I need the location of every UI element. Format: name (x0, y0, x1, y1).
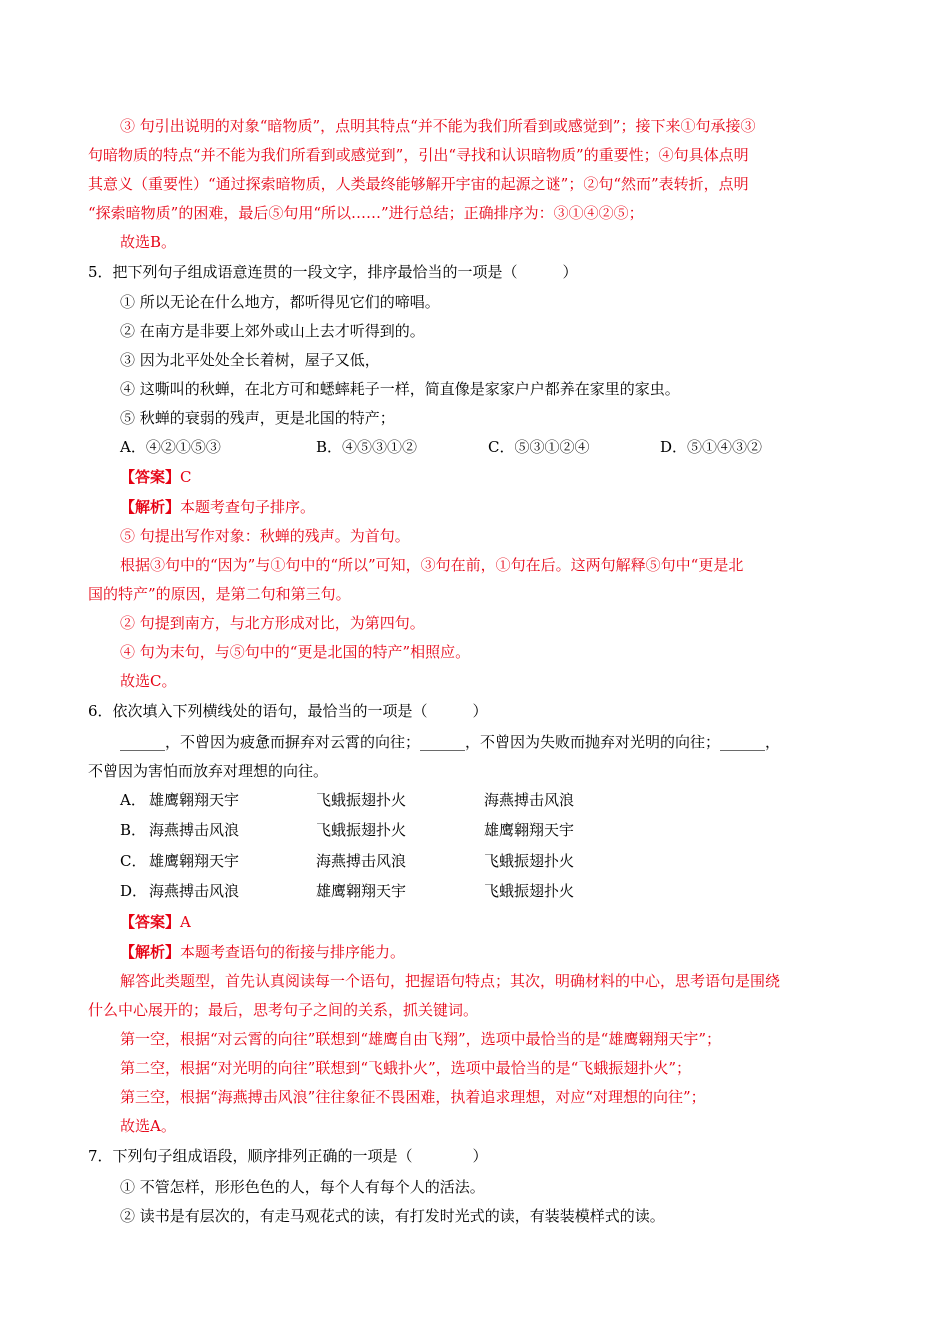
q5-sentence: ① 所以无论在什么地方，都听得见它们的啼唱。 (120, 293, 440, 311)
analysis-tag: 【解析】 (120, 498, 181, 516)
option-item: 海燕搏击风浪 (484, 791, 575, 809)
analysis-conclusion: 故选A。 (120, 1117, 176, 1135)
q7-sentence: ② 读书是有层次的，有走马观花式的读，有打发时光式的读，有装装模样式的读。 (120, 1207, 665, 1225)
option-label: B． (120, 821, 147, 839)
option-item: 海燕搏击风浪 (149, 821, 240, 839)
q6-passage: ______，不曾因为疲惫而摒弃对云霄的向往；______，不曾因为失败而抛弃对光明的向往；______， (120, 733, 781, 751)
analysis-line: ⑤ 句提出写作对象：秋蝉的残声。为首句。 (120, 527, 410, 545)
option-label: C． (120, 852, 147, 870)
analysis-line: 解答此类题型，首先认真阅读每一个语句，把握语句特点；其次，明确材料的中心，思考语句是围绕 (120, 972, 781, 990)
option-item: 飞蛾振翅扑火 (316, 791, 407, 809)
analysis-line: 根据③句中的“因为”与①句中的“所以”可知，③句在前，①句在后。这两句解释⑤句中“更是北 (120, 556, 744, 574)
option-item: 飞蛾振翅扑火 (484, 852, 575, 870)
answer-tag: 【答案】 (120, 913, 181, 931)
option-item: 雄鹰翱翔天宇 (484, 821, 575, 839)
option-item: 雄鹰翱翔天宇 (149, 791, 240, 809)
analysis-line: “探索暗物质”的困难，最后⑤句用“所以……”进行总结；正确排序为：③①④②⑤； (88, 204, 644, 222)
analysis-line: 第二空，根据“对光明的向往”联想到“飞蛾扑火”，选项中最恰当的是“飞蛾振翅扑火”； (120, 1059, 692, 1077)
q5-sentence: ② 在南方是非要上郊外或山上去才听得到的。 (120, 322, 425, 340)
answer-value: A (180, 913, 191, 931)
analysis-line: 国的特产”的原因，是第二句和第三句。 (88, 585, 351, 603)
analysis-tag: 【解析】 (120, 943, 181, 961)
q5-option-a: A．④②①⑤③ (120, 438, 221, 456)
answer-value: C (180, 468, 192, 486)
option-label: D． (120, 882, 148, 900)
option-item: 飞蛾振翅扑火 (484, 882, 575, 900)
analysis-line: ④ 句为末句，与⑤句中的“更是北国的特产”相照应。 (120, 643, 471, 661)
option-item: 海燕搏击风浪 (149, 882, 240, 900)
question-6-stem: 6．依次填入下列横线处的语句，最恰当的一项是（ ） (88, 702, 488, 720)
analysis-line: 什么中心展开的；最后，思考句子之间的关系，抓关键词。 (88, 1001, 479, 1019)
q5-sentence: ③ 因为北平处处全长着树，屋子又低， (120, 351, 380, 369)
analysis-text: 本题考查语句的衔接与排序能力。 (180, 943, 406, 961)
analysis-line: 其意义（重要性）“通过探索暗物质，人类最终能够解开宇宙的起源之谜”；②句“然而”表转折，点明 (88, 175, 749, 193)
analysis-text: 本题考查句子排序。 (180, 498, 316, 516)
question-7-stem: 7．下列句子组成语段，顺序排列正确的一项是（ ） (88, 1147, 488, 1165)
q7-sentence: ① 不管怎样，形形色色的人，每个人有每个人的活法。 (120, 1178, 485, 1196)
q6-answer (120, 912, 191, 932)
q5-option-b: B．④⑤③①② (316, 438, 418, 456)
option-item: 飞蛾振翅扑火 (316, 821, 407, 839)
q5-answer (120, 467, 192, 487)
option-item: 海燕搏击风浪 (316, 852, 407, 870)
option-item: 雄鹰翱翔天宇 (316, 882, 407, 900)
q5-option-c: C．⑤③①②④ (488, 438, 590, 456)
q5-sentence: ④ 这嘶叫的秋蝉，在北方可和蟋蟀耗子一样，简直像是家家户户都养在家里的家虫。 (120, 380, 680, 398)
analysis-line: 第一空，根据“对云霄的向往”联想到“雄鹰自由飞翔”，选项中最恰当的是“雄鹰翱翔天宇”； (120, 1030, 722, 1048)
q5-sentence: ⑤ 秋蝉的衰弱的残声，更是北国的特产； (120, 409, 395, 427)
question-5-stem: 5．把下列句子组成语意连贯的一段文字，排序最恰当的一项是（ ） (88, 263, 578, 281)
analysis-line: ③ 句引出说明的对象“暗物质”，点明其特点“并不能为我们所看到或感觉到”；接下来①句承接③ (120, 117, 756, 135)
analysis-conclusion: 故选B。 (120, 233, 177, 251)
analysis-line: 句暗物质的特点“并不能为我们所看到或感觉到”，引出“寻找和认识暗物质”的重要性；④句具体点明 (88, 146, 749, 164)
q6-analysis (120, 942, 405, 962)
q5-analysis (120, 497, 315, 517)
analysis-conclusion: 故选C。 (120, 672, 177, 690)
analysis-line: ② 句提到南方，与北方形成对比，为第四句。 (120, 614, 425, 632)
option-label: A． (120, 791, 146, 809)
q5-option-d: D．⑤①④③② (660, 438, 763, 456)
option-item: 雄鹰翱翔天宇 (149, 852, 240, 870)
q6-passage: 不曾因为害怕而放弃对理想的向往。 (88, 762, 329, 780)
answer-tag: 【答案】 (120, 468, 181, 486)
analysis-line: 第三空，根据“海燕搏击风浪”往往象征不畏困难，执着追求理想，对应“对理想的向往”； (120, 1088, 706, 1106)
